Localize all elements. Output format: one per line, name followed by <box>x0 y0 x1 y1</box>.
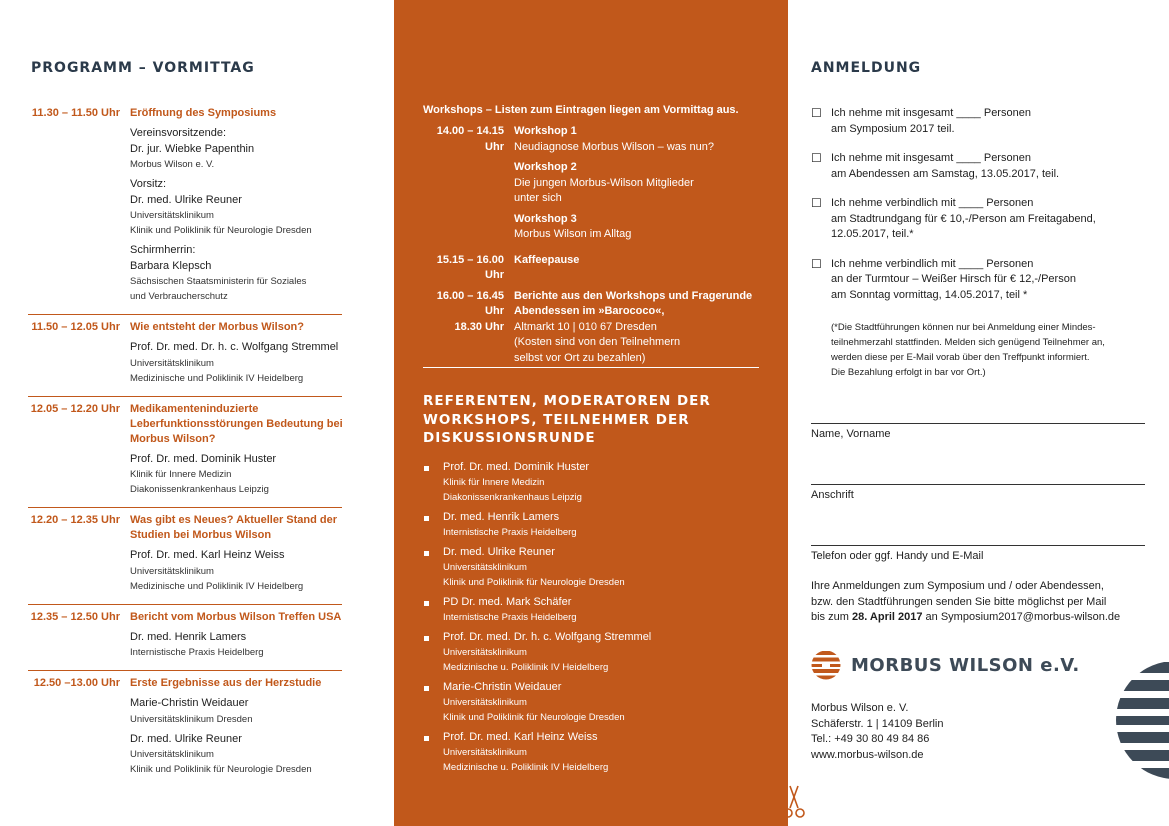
program-title: Was gibt es Neues? Aktueller Stand der Studien bei Morbus Wilson <box>130 514 338 541</box>
speaker-name: Dr. jur. Wiebke Papenthin <box>130 142 255 155</box>
program-item <box>28 106 368 309</box>
speaker-affiliation: Klinik und Poliklinik für Neurologie Dresden <box>443 712 625 723</box>
logo-mark-icon <box>811 650 841 680</box>
address-line: Tel.: +49 30 80 49 84 86 <box>811 733 930 745</box>
send-email: an Symposium2017@morbus-wilson.de <box>922 611 1121 623</box>
workshop-line: Neudiagnose Morbus Wilson – was nun? <box>514 140 714 153</box>
speaker-affiliation: Universitätsklinikum <box>130 357 214 369</box>
workshop-title: Workshop 3 <box>514 212 577 225</box>
speaker-affiliation: Internistische Praxis Heidelberg <box>130 647 264 658</box>
registration-line: am Abendessen am Samstag, 13.05.2017, teil. <box>831 167 1060 180</box>
registration-option-text <box>831 106 1031 137</box>
bullet-icon <box>423 630 443 675</box>
speaker-affiliation: Morbus Wilson e. V. <box>130 159 215 170</box>
checkbox[interactable]: ☐ <box>811 256 822 271</box>
contact-address <box>811 701 944 763</box>
workshop-body <box>514 124 762 248</box>
phone-email-field[interactable] <box>811 545 1145 562</box>
speaker-name: Prof. Dr. med. Dr. h. c. Wolfgang Stremmel <box>130 341 339 353</box>
program-title: Wie entsteht der Morbus Wilson? <box>130 321 304 333</box>
speaker-name: Prof. Dr. med. Dominik Huster <box>443 461 590 473</box>
address-line: www.morbus-wilson.de <box>811 748 924 761</box>
workshop-line: (Kosten sind von den Teilnehmern <box>514 336 681 348</box>
phone-email-field-label: Telefon oder ggf. Handy und E-Mail <box>811 550 984 562</box>
workshops-intro: Workshops – Listen zum Eintragen liegen am Vormittag aus. <box>423 104 739 116</box>
speaker-name: Marie-Christin Weidauer <box>130 697 249 709</box>
program-title: Eröffnung des Symposiums <box>130 107 277 119</box>
speaker-name: Dr. med. Ulrike Reuner <box>130 193 242 206</box>
program-heading: PROGRAMM – VORMITTAG <box>31 60 255 76</box>
speaker-affiliation: Universitätsklinikum <box>443 562 527 573</box>
bullet-icon <box>423 595 443 625</box>
scissors-icon <box>782 784 806 820</box>
registration-line: Ich nehme verbindlich mit ____ Personen <box>831 197 1034 209</box>
program-time: 11.50 – 12.05 Uhr <box>31 321 120 333</box>
speaker-affiliation: Universitätsklinikum <box>443 647 527 658</box>
speaker-entry <box>443 680 625 725</box>
speakers-list <box>423 460 763 780</box>
registration-line: Ich nehme mit insgesamt ____ Personen <box>831 107 1031 119</box>
speaker-name: Dr. med. Ulrike Reuner <box>130 732 242 745</box>
speaker-affiliation: und Verbraucherschutz <box>130 291 228 302</box>
send-prefix: bis zum <box>811 611 852 623</box>
workshop-title: Workshop 2 <box>514 161 577 173</box>
speaker-affiliation: Medizinische u. Poliklinik IV Heidelberg <box>443 762 609 773</box>
speaker-affiliation: Diakonissenkrankenhaus Leipzig <box>443 492 582 503</box>
workshop-time-text: 15.15 – 16.00 Uhr <box>436 253 504 281</box>
speaker-name: Dr. med. Henrik Lamers <box>443 511 560 523</box>
registration-line: 12.05.2017, teil.* <box>831 228 914 240</box>
workshop-row <box>422 124 762 248</box>
registration-line: am Sonntag vormittag, 14.05.2017, teil * <box>831 288 1028 301</box>
speaker-affiliation: Universitätsklinikum <box>443 697 527 708</box>
registration-line: an der Turmtour – Weißer Hirsch für € 12,-/Person <box>831 273 1076 285</box>
workshop-entry <box>514 253 762 269</box>
speaker-affiliation: Internistische Praxis Heidelberg <box>443 527 577 538</box>
workshop-body <box>514 289 762 372</box>
speaker-name: Vorsitz: <box>130 178 167 190</box>
workshop-time-text: 16.00 – 16.45 Uhr <box>436 289 504 317</box>
speaker-block <box>130 340 368 386</box>
divider <box>28 396 342 397</box>
program-time: 12.20 – 12.35 Uhr <box>30 514 120 526</box>
speaker-affiliation: Klinik für Innere Medizin <box>443 477 545 488</box>
speakers-heading: REFERENTEN, MODERATOREN DER WORKSHOPS, TEILNEHMER DER DISKUSSIONSRUNDE <box>423 393 711 446</box>
note-line: (*Die Stadtführungen können nur bei Anmeldung einer Mindes- <box>831 322 1096 333</box>
divider <box>28 314 342 315</box>
registration-option-text <box>831 196 1096 243</box>
workshop-title: Kaffeepause <box>514 253 580 266</box>
speaker-affiliation: Internistische Praxis Heidelberg <box>443 612 577 623</box>
registration-option <box>811 257 1141 304</box>
note-line: Die Bezahlung erfolgt in bar vor Ort.) <box>831 367 986 378</box>
speaker-affiliation: Klinik und Poliklinik für Neurologie Dresden <box>443 577 625 588</box>
address-field-label: Anschrift <box>811 489 854 501</box>
program-title: Bericht vom Morbus Wilson Treffen USA <box>130 610 342 623</box>
registration-line: Ich nehme mit insgesamt ____ Personen <box>831 152 1031 164</box>
speaker-name: PD Dr. med. Mark Schäfer <box>443 596 572 608</box>
speaker-affiliation: Klinik für Innere Medizin <box>130 469 232 480</box>
address-line: Morbus Wilson e. V. <box>811 702 909 714</box>
speaker-affiliation: Universitätsklinikum <box>130 749 214 760</box>
checkbox[interactable]: ☐ <box>811 106 822 120</box>
speaker-block <box>130 732 368 778</box>
bullet-icon <box>423 730 443 775</box>
workshop-line: Morbus Wilson im Alltag <box>514 228 632 240</box>
program-time: 12.50 –13.00 Uhr <box>33 677 120 689</box>
speaker-name: Vereinsvorsitzende: <box>130 127 226 139</box>
address-line: Schäferstr. 1 | 14109 Berlin <box>811 717 944 730</box>
organization-logo <box>811 650 1080 680</box>
workshop-entry <box>514 160 762 207</box>
registration-option-text <box>831 151 1059 182</box>
speaker-affiliation: Klinik und Poliklinik für Neurologie Dresden <box>130 764 312 775</box>
bullet-icon <box>423 680 443 725</box>
speaker-affiliation: Medizinische u. Poliklinik IV Heidelberg <box>443 662 609 673</box>
speaker-block <box>130 630 368 661</box>
workshop-body <box>514 253 762 284</box>
speaker-affiliation: Universitätsklinikum <box>443 747 527 758</box>
workshop-title: Workshop 1 <box>514 125 577 137</box>
speaker-list-item <box>423 510 763 540</box>
program-title: Erste Ergebnisse aus der Herzstudie <box>130 677 322 689</box>
registration-line: Ich nehme verbindlich mit ____ Personen <box>831 257 1034 270</box>
note-line: werden diese per E-Mail vorab über den Treffpunkt informiert. <box>831 352 1090 363</box>
workshop-line: Die jungen Morbus-Wilson Mitglieder <box>514 176 694 189</box>
speaker-affiliation: Diakonissenkrankenhaus Leipzig <box>130 484 269 495</box>
program-time: 12.05 – 12.20 Uhr <box>30 402 120 415</box>
registration-options <box>811 106 1141 317</box>
program-body <box>130 320 368 391</box>
workshop-time <box>422 253 514 284</box>
program-item <box>28 402 368 503</box>
program-body <box>130 610 368 666</box>
speaker-list-item <box>423 460 763 505</box>
speaker-affiliation: Klinik und Poliklinik für Neurologie Dresden <box>130 225 312 236</box>
program-column <box>0 0 394 826</box>
workshop-line: selbst vor Ort zu bezahlen) <box>514 351 646 364</box>
registration-option <box>811 196 1141 243</box>
bullet-icon <box>423 510 443 540</box>
workshops-list <box>422 124 762 376</box>
speaker-affiliation: Sächsischen Staatsministerin für Soziales <box>130 276 307 287</box>
checkbox[interactable]: ☐ <box>811 151 822 165</box>
program-body <box>130 402 368 503</box>
program-body <box>130 106 368 309</box>
workshop-entry <box>514 124 762 155</box>
speaker-block <box>130 126 368 172</box>
speaker-entry <box>443 595 577 625</box>
workshop-title: Berichte aus den Workshops und Fragerunde <box>514 289 753 302</box>
divider <box>28 507 342 508</box>
speaker-affiliation: Universitätsklinikum <box>130 565 214 577</box>
speaker-block <box>130 696 368 727</box>
workshop-title: Abendessen im »Barococo«, <box>514 305 665 317</box>
speaker-affiliation: Medizinische und Poliklinik IV Heidelberg <box>130 372 304 384</box>
send-instructions <box>811 579 1151 626</box>
deadline-date: 28. April 2017 <box>851 611 923 623</box>
speaker-name: Dr. med. Henrik Lamers <box>130 630 247 643</box>
speaker-list-item <box>423 545 763 590</box>
registration-line: am Stadtrundgang für € 10,-/Person am Freitagabend, <box>831 212 1096 225</box>
speaker-affiliation: Medizinische und Poliklinik IV Heidelberg <box>130 580 304 592</box>
program-item <box>28 610 368 666</box>
send-line <box>811 610 1151 626</box>
workshop-time <box>422 124 514 248</box>
program-body <box>130 676 368 782</box>
speaker-list-item <box>423 595 763 625</box>
registration-option <box>811 106 1141 137</box>
name-field[interactable] <box>811 423 1145 440</box>
checkbox[interactable]: ☐ <box>811 196 822 210</box>
note-line: teilnehmerzahl stattfinden. Melden sich genügend Teilnehmer an, <box>831 337 1105 348</box>
bullet-icon <box>423 460 443 505</box>
workshop-row <box>422 289 762 372</box>
registration-note <box>831 320 1131 380</box>
speaker-name: Marie-Christin Weidauer <box>443 681 562 693</box>
divider <box>28 604 342 605</box>
speaker-name: Prof. Dr. med. Dr. h. c. Wolfgang Stremmel <box>443 631 652 643</box>
speaker-entry <box>443 630 651 675</box>
program-item <box>28 676 368 782</box>
workshop-time-text: 18.30 Uhr <box>454 320 504 333</box>
speaker-entry <box>443 460 589 505</box>
speaker-affiliation: Universitätsklinikum <box>130 210 214 221</box>
speaker-list-item <box>423 680 763 725</box>
speaker-block <box>130 177 368 238</box>
speaker-list-item <box>423 630 763 675</box>
speaker-name: Schirmherrin: <box>130 244 196 256</box>
logo-text: MORBUS WILSON e.V. <box>851 654 1080 676</box>
bullet-icon <box>423 545 443 590</box>
speaker-name: Prof. Dr. med. Karl Heinz Weiss <box>443 731 598 743</box>
workshop-entry <box>514 212 762 243</box>
speaker-entry <box>443 545 625 590</box>
workshop-time <box>422 289 514 372</box>
speaker-name: Dr. med. Ulrike Reuner <box>443 546 555 558</box>
speaker-block <box>130 243 368 304</box>
speaker-affiliation: Universitätsklinikum Dresden <box>130 713 253 725</box>
logo-mark-large-icon <box>1115 660 1169 780</box>
registration-option-text <box>831 257 1076 304</box>
name-field-label: Name, Vorname <box>811 428 891 440</box>
divider <box>423 367 759 368</box>
workshop-line: unter sich <box>514 192 562 204</box>
address-field[interactable] <box>811 484 1145 501</box>
program-item <box>28 320 368 391</box>
workshop-entry <box>514 289 762 367</box>
program-time: 12.35 – 12.50 Uhr <box>30 610 120 623</box>
program-list <box>28 106 368 787</box>
send-line: bzw. den Stadtführungen senden Sie bitte möglichst per Mail <box>811 595 1107 608</box>
speaker-name: Prof. Dr. med. Dominik Huster <box>130 452 277 465</box>
workshop-time-text: 14.00 – 14.15 Uhr <box>436 125 504 153</box>
registration-line: am Symposium 2017 teil. <box>831 122 955 135</box>
speaker-entry <box>443 510 577 540</box>
speaker-name: Barbara Klepsch <box>130 259 212 272</box>
program-title: Medikamenteninduzierte Leberfunktionsstörungen Bedeutung bei Morbus Wilson? <box>130 402 343 445</box>
workshop-line: Altmarkt 10 | 010 67 Dresden <box>514 320 657 333</box>
workshops-column <box>394 0 788 826</box>
send-line: Ihre Anmeldungen zum Symposium und / oder Abendessen, <box>811 580 1104 592</box>
registration-column <box>788 0 1169 826</box>
program-time: 11.30 – 11.50 Uhr <box>31 107 120 119</box>
speaker-list-item <box>423 730 763 775</box>
program-item <box>28 513 368 599</box>
workshop-row <box>422 253 762 284</box>
speaker-name: Prof. Dr. med. Karl Heinz Weiss <box>130 549 285 561</box>
speaker-entry <box>443 730 608 775</box>
speaker-block <box>130 548 368 594</box>
divider <box>28 670 342 671</box>
registration-heading: ANMELDUNG <box>811 60 922 76</box>
speaker-block <box>130 452 368 498</box>
registration-option <box>811 151 1141 182</box>
program-body <box>130 513 368 599</box>
